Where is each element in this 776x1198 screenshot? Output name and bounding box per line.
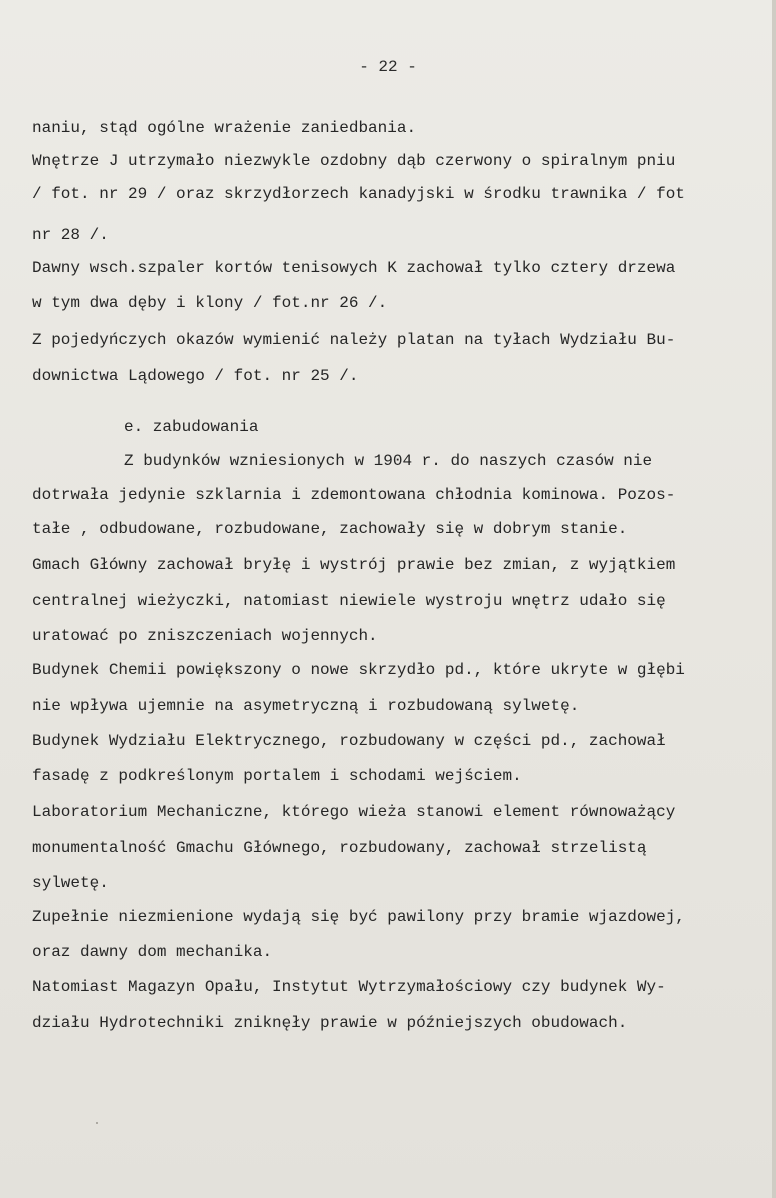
text-line: Gmach Główny zachował bryłę i wystrój prawie bez zmian, z wyjątkiem bbox=[32, 556, 676, 574]
text-line: działu Hydrotechniki zniknęły prawie w późniejszych obudowach. bbox=[32, 1014, 628, 1032]
text-line: naniu, stąd ogólne wrażenie zaniedbania. bbox=[32, 119, 417, 137]
text-line: Wnętrze J utrzymało niezwykle ozdobny dąb czerwony o spiralnym pniu bbox=[32, 152, 676, 170]
paper-speck bbox=[96, 1122, 98, 1124]
text-line: centralnej wieżyczki, natomiast niewiele wystroju wnętrz udało się bbox=[32, 592, 666, 610]
text-line: fasadę z podkreślonym portalem i schodami wejściem. bbox=[32, 767, 522, 785]
text-line: monumentalność Gmachu Głównego, rozbudowany, zachował strzelistą bbox=[32, 839, 647, 857]
text-line: sylwetę. bbox=[32, 874, 109, 892]
text-line: Natomiast Magazyn Opału, Instytut Wytrzymałościowy czy budynek Wy- bbox=[32, 978, 666, 996]
text-line: nr 28 /. bbox=[32, 226, 109, 244]
text-line: w tym dwa dęby i klony / fot.nr 26 /. bbox=[32, 294, 388, 312]
text-line: Z pojedyńczych okazów wymienić należy platan na tyłach Wydziału Bu- bbox=[32, 331, 676, 349]
text-line: Budynek Chemii powiększony o nowe skrzydło pd., które ukryte w głębi bbox=[32, 661, 685, 679]
text-line: dotrwała jedynie szklarnia i zdemontowana chłodnia kominowa. Pozos- bbox=[32, 486, 676, 504]
text-line: Z budynków wzniesionych w 1904 r. do naszych czasów nie bbox=[124, 452, 653, 470]
text-line: downictwa Lądowego / fot. nr 25 /. bbox=[32, 367, 359, 385]
text-line: / fot. nr 29 / oraz skrzydłorzech kanadyjski w środku trawnika / fot bbox=[32, 185, 685, 203]
text-line: tałe , odbudowane, rozbudowane, zachowały się w dobrym stanie. bbox=[32, 520, 628, 538]
page-number: - 22 - bbox=[359, 58, 417, 76]
text-line: uratować po zniszczeniach wojennych. bbox=[32, 627, 378, 645]
page-edge bbox=[772, 0, 776, 1198]
text-line: Budynek Wydziału Elektrycznego, rozbudowany w części pd., zachował bbox=[32, 732, 666, 750]
text-line: oraz dawny dom mechanika. bbox=[32, 943, 273, 961]
text-line: Dawny wsch.szpaler kortów tenisowych K zachował tylko cztery drzewa bbox=[32, 259, 676, 277]
section-heading: e. zabudowania bbox=[124, 418, 259, 436]
text-line: nie wpływa ujemnie na asymetryczną i rozbudowaną sylwetę. bbox=[32, 697, 580, 715]
text-line: Zupełnie niezmienione wydają się być pawilony przy bramie wjazdowej, bbox=[32, 908, 685, 926]
text-line: Laboratorium Mechaniczne, którego wieża stanowi element równoważący bbox=[32, 803, 676, 821]
